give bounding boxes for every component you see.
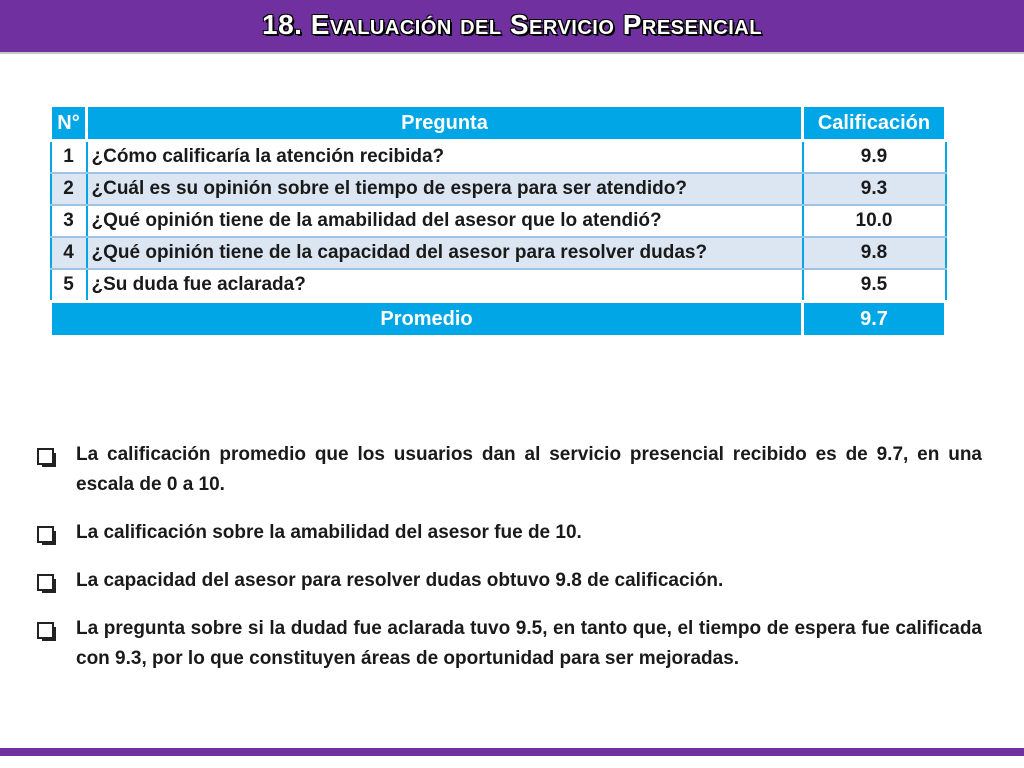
header-num: N° — [51, 106, 87, 141]
table-header-row — [51, 106, 946, 141]
row-score: 9.3 — [803, 173, 946, 205]
list-item — [34, 614, 982, 674]
table-row — [51, 205, 946, 237]
row-num: 2 — [51, 173, 87, 205]
finding-text: La capacidad del asesor para resolver dudas obtuvo 9.8 de calificación. — [76, 570, 724, 591]
finding-text: La calificación sobre la amabilidad del asesor fue de 10. — [76, 522, 582, 543]
table-row — [51, 141, 946, 174]
table-row — [51, 269, 946, 302]
checkbox-square-icon — [37, 526, 54, 543]
row-num: 3 — [51, 205, 87, 237]
row-question: ¿Su duda fue aclarada? — [87, 269, 803, 302]
table-row — [51, 173, 946, 205]
finding-text: La pregunta sobre si la dudad fue aclarada tuvo 9.5, en tanto que, el tiempo de espera fue calificada con 9.3, por lo que constituyen áreas de oportunidad para ser mejoradas. — [76, 618, 982, 669]
header-score: Calificación — [803, 106, 946, 141]
row-num: 5 — [51, 269, 87, 302]
header-question: Pregunta — [87, 106, 803, 141]
page-title: 18. Evaluación del Servicio Presencial — [262, 9, 762, 40]
list-item — [34, 566, 982, 596]
evaluation-table-container — [49, 104, 945, 338]
row-question: ¿Qué opinión tiene de la capacidad del asesor para resolver dudas? — [87, 237, 803, 269]
bottom-bar — [0, 748, 1024, 756]
evaluation-table — [49, 104, 947, 338]
row-question: ¿Qué opinión tiene de la amabilidad del asesor que lo atendió? — [87, 205, 803, 237]
list-item — [34, 440, 982, 500]
finding-text: La calificación promedio que los usuarios dan al servicio presencial recibido es de 9.7, en una escala de 0 a 10. — [76, 444, 982, 495]
row-score: 10.0 — [803, 205, 946, 237]
checkbox-square-icon — [37, 448, 54, 465]
title-bar — [0, 0, 1024, 54]
findings-list — [34, 440, 982, 692]
row-score: 9.5 — [803, 269, 946, 302]
row-question: ¿Cuál es su opinión sobre el tiempo de espera para ser atendido? — [87, 173, 803, 205]
average-value: 9.7 — [803, 302, 946, 337]
average-row — [51, 302, 946, 337]
checkbox-square-icon — [37, 622, 54, 639]
table-row — [51, 237, 946, 269]
list-item — [34, 518, 982, 548]
average-label: Promedio — [51, 302, 803, 337]
row-score: 9.8 — [803, 237, 946, 269]
row-num: 4 — [51, 237, 87, 269]
checkbox-square-icon — [37, 574, 54, 591]
row-score: 9.9 — [803, 141, 946, 174]
row-num: 1 — [51, 141, 87, 174]
row-question: ¿Cómo calificaría la atención recibida? — [87, 141, 803, 174]
